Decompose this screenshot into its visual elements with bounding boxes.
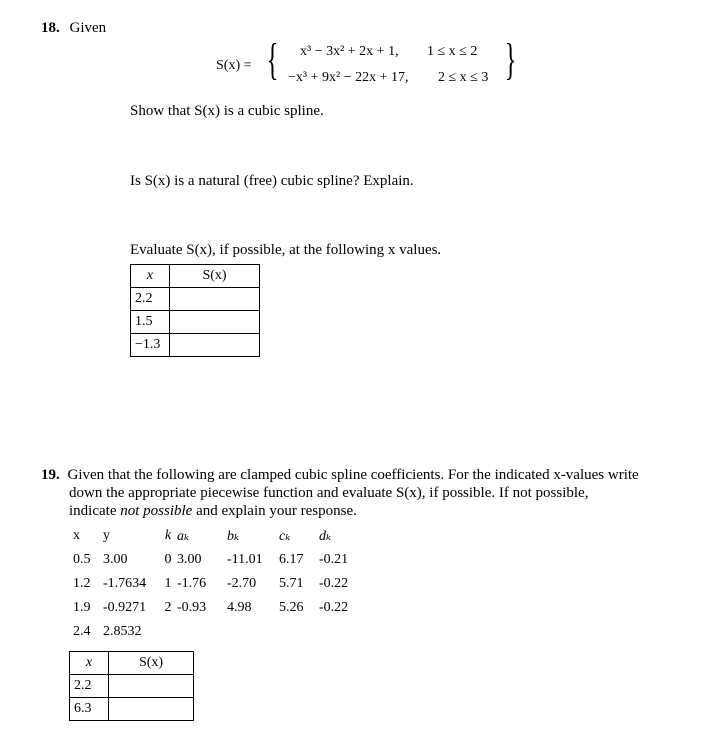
coef-row bbox=[73, 620, 363, 644]
coef-row bbox=[73, 596, 363, 620]
q18-table-answer-cell[interactable] bbox=[170, 288, 260, 311]
q19-table-answer-cell[interactable] bbox=[109, 675, 194, 698]
coef-cell: 1.9 bbox=[73, 600, 91, 615]
q18-piece2-domain: 2 ≤ x ≤ 3 bbox=[438, 70, 489, 85]
q19-coefficient-table bbox=[73, 524, 363, 644]
coef-cell: 1.2 bbox=[73, 576, 91, 591]
coef-header: aₖ bbox=[177, 528, 190, 544]
q18-piece2-expr: −x³ + 9x² − 22x + 17, bbox=[288, 70, 409, 85]
q18-natural-text: Is S(x) is a natural (free) cubic spline? Explain. bbox=[130, 173, 414, 189]
coef-cell: 2.4 bbox=[73, 624, 91, 639]
q19-line1 bbox=[41, 466, 639, 484]
coef-header: dₖ bbox=[319, 528, 332, 544]
q19-line3 bbox=[69, 502, 357, 520]
q18-eval-table bbox=[130, 264, 260, 357]
coef-cell: -11.01 bbox=[227, 552, 263, 567]
q18-piece1-expr: x³ − 3x² + 2x + 1, bbox=[300, 44, 399, 59]
q18-lhs: S(x) = bbox=[216, 58, 252, 73]
q19-line3-italic: not possible bbox=[120, 503, 193, 519]
q18-left-brace: { bbox=[266, 35, 279, 84]
coef-row bbox=[73, 572, 363, 596]
coef-cell: 2.8532 bbox=[103, 624, 142, 639]
q18-table-header-s: S(x) bbox=[170, 265, 260, 288]
q18-table-answer-cell[interactable] bbox=[170, 334, 260, 357]
coef-cell bbox=[177, 620, 227, 644]
q18-piece1-domain: 1 ≤ x ≤ 2 bbox=[427, 44, 478, 59]
q18-table-x-cell: 2.2 bbox=[131, 288, 170, 311]
coef-cell: 5.71 bbox=[279, 576, 304, 591]
q19-line3-post: and explain your response. bbox=[192, 503, 357, 519]
coef-cell: -0.22 bbox=[319, 576, 349, 591]
coef-cell bbox=[279, 620, 319, 644]
coef-cell: 3.00 bbox=[177, 552, 202, 567]
q19-text-line2: down the appropriate piecewise function and evaluate S(x), if possible. If not possible, bbox=[69, 485, 589, 501]
q19-table-header-x: x bbox=[70, 652, 109, 675]
coef-cell bbox=[227, 620, 279, 644]
q19-table-header-s: S(x) bbox=[109, 652, 194, 675]
q18-number: 18. bbox=[41, 20, 60, 36]
q19-text-line1: Given that the following are clamped cubic spline coefficients. For the indicated x-values write bbox=[67, 467, 639, 483]
coef-header: x bbox=[73, 528, 80, 543]
coef-cell bbox=[159, 620, 177, 644]
q18-table-x-cell: 1.5 bbox=[131, 311, 170, 334]
coef-cell: 0 bbox=[164, 552, 172, 567]
coef-cell: 3.00 bbox=[103, 552, 128, 567]
coef-cell: 4.98 bbox=[227, 600, 252, 615]
q19-table-answer-cell[interactable] bbox=[109, 698, 194, 721]
coef-row bbox=[73, 548, 363, 572]
q19-line3-pre: indicate bbox=[69, 503, 121, 519]
coef-cell: 5.26 bbox=[279, 600, 304, 615]
q18-table-header-x: x bbox=[131, 265, 170, 288]
q18-right-brace: } bbox=[504, 35, 517, 84]
coef-cell: -0.93 bbox=[177, 600, 207, 615]
coef-cell: -0.9271 bbox=[103, 600, 147, 615]
q18-table-x-cell: −1.3 bbox=[131, 334, 170, 357]
coef-cell: 2 bbox=[164, 600, 172, 615]
coef-cell: 1 bbox=[164, 576, 172, 591]
q18-heading bbox=[41, 20, 106, 37]
q18-table-answer-cell[interactable] bbox=[170, 311, 260, 334]
coef-cell: -1.76 bbox=[177, 576, 207, 591]
coef-header: y bbox=[103, 528, 110, 543]
q18-show-text: Show that S(x) is a cubic spline. bbox=[130, 103, 324, 119]
coef-header-row bbox=[73, 524, 363, 548]
coef-header: bₖ bbox=[227, 528, 240, 544]
q18-evaluate-text: Evaluate S(x), if possible, at the following x values. bbox=[130, 242, 442, 258]
coef-header: cₖ bbox=[279, 528, 291, 544]
coef-cell: -1.7634 bbox=[103, 576, 147, 591]
q19-table-x-cell: 6.3 bbox=[70, 698, 109, 721]
coef-cell: -0.22 bbox=[319, 600, 349, 615]
coef-cell bbox=[319, 620, 363, 644]
q18-given: Given bbox=[69, 20, 107, 36]
coef-cell: 6.17 bbox=[279, 552, 304, 567]
q19-eval-table bbox=[69, 651, 194, 721]
coef-header: k bbox=[164, 528, 172, 543]
coef-cell: 0.5 bbox=[73, 552, 91, 567]
q19-number: 19. bbox=[41, 467, 60, 483]
coef-cell: -0.21 bbox=[319, 552, 349, 567]
coef-cell: -2.70 bbox=[227, 576, 257, 591]
q19-table-x-cell: 2.2 bbox=[70, 675, 109, 698]
